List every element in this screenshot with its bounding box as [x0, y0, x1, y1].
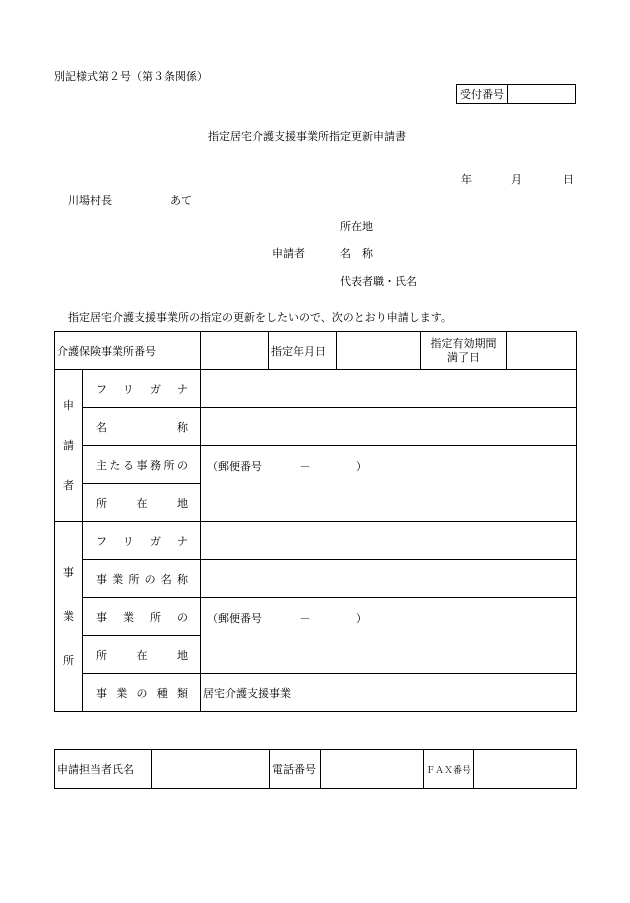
- contact-person-field[interactable]: [152, 750, 270, 789]
- phone-label: 電話番号: [270, 750, 321, 789]
- addressee: 川場村長: [68, 194, 112, 207]
- office-section-label: 事 業 所: [55, 522, 83, 712]
- business-type-value: 居宅介護支援事業: [201, 674, 577, 712]
- contact-person-label: 申請担当者氏名: [55, 750, 152, 789]
- fax-field[interactable]: [474, 750, 577, 789]
- postal-dash: －: [299, 612, 311, 625]
- office-location-label: 事業所の: [83, 598, 201, 636]
- postal-prefix: （郵便番号: [207, 612, 262, 625]
- application-statement: 指定居宅介護支援事業所の指定の更新をしたいので、次のとおり申請します。: [68, 311, 452, 324]
- insurance-number-field[interactable]: [201, 332, 269, 370]
- contact-table: [54, 749, 577, 789]
- date-day: 日: [563, 173, 574, 186]
- form-id: 別記様式第２号（第３条関係）: [54, 70, 208, 83]
- postal-dash: －: [299, 460, 311, 473]
- page-title: 指定居宅介護支援事業所指定更新申請書: [208, 130, 406, 143]
- address-label: 所在地: [340, 220, 373, 233]
- office-furigana-field[interactable]: [201, 522, 577, 560]
- designation-date-field[interactable]: [337, 332, 421, 370]
- applicant-furigana-label: フリガナ: [83, 370, 201, 408]
- designation-date-label: 指定年月日: [269, 332, 337, 370]
- date-month: 月: [511, 173, 522, 186]
- receipt-number-box: [456, 84, 576, 104]
- office-address-label: 所在地: [83, 636, 201, 674]
- application-table: [54, 331, 577, 712]
- applicant-name-label: 名称: [83, 408, 201, 446]
- office-address-field[interactable]: [201, 598, 577, 674]
- office-name-field[interactable]: [201, 560, 577, 598]
- receipt-number-field[interactable]: [508, 85, 576, 104]
- fax-label: ＦＡＸ番号: [424, 750, 474, 789]
- table-row: [55, 408, 577, 446]
- table-row: [55, 446, 577, 484]
- main-office-address-field[interactable]: [201, 446, 577, 522]
- applicant-name-label: 名 称: [340, 247, 373, 260]
- office-name-label: 事業所の名称: [83, 560, 201, 598]
- expiry-date-field[interactable]: [507, 332, 577, 370]
- expiry-date-label: 指定有効期間 満了日: [421, 332, 507, 370]
- postal-prefix: （郵便番号: [207, 460, 262, 473]
- table-row: [55, 674, 577, 712]
- applicant-label: 申請者: [272, 247, 305, 260]
- addressee-suffix: あて: [170, 194, 192, 207]
- office-furigana-label: フリガナ: [83, 522, 201, 560]
- table-row: [55, 370, 577, 408]
- business-type-label: 事業の種類: [83, 674, 201, 712]
- table-row: [55, 560, 577, 598]
- postal-suffix: ）: [356, 460, 367, 473]
- applicant-section-label: 申 請 者: [55, 370, 83, 522]
- table-row: [55, 750, 577, 789]
- table-row: [55, 598, 577, 636]
- table-row: [55, 522, 577, 560]
- table-row: [55, 332, 577, 370]
- representative-label: 代表者職・氏名: [340, 275, 417, 288]
- applicant-furigana-field[interactable]: [201, 370, 577, 408]
- date-year: 年: [461, 173, 472, 186]
- applicant-name-field[interactable]: [201, 408, 577, 446]
- main-office-address-label: 所在地: [83, 484, 201, 522]
- postal-suffix: ）: [356, 612, 367, 625]
- main-office-label: 主たる事務所の: [83, 446, 201, 484]
- insurance-number-label: 介護保険事業所番号: [55, 332, 201, 370]
- receipt-number-label: 受付番号: [457, 85, 508, 104]
- phone-field[interactable]: [321, 750, 424, 789]
